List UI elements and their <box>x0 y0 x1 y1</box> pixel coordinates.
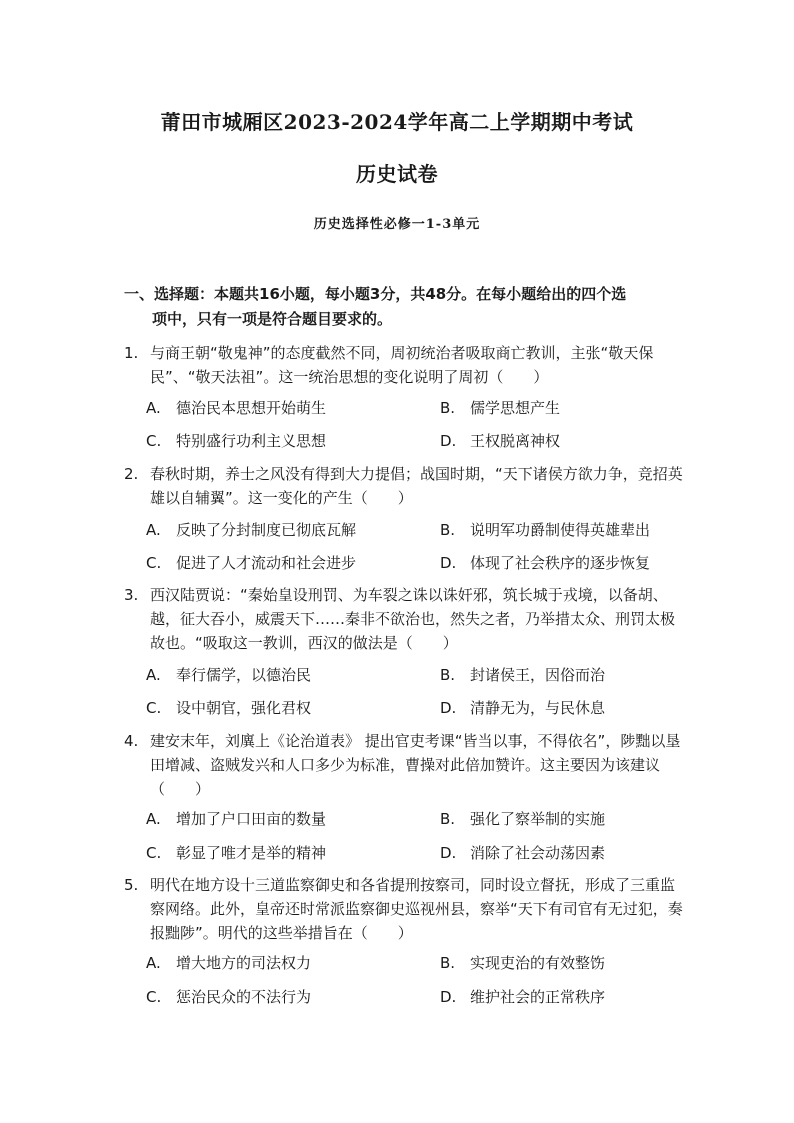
option-b <box>440 519 650 540</box>
exam-title: 莆田市城厢区2023-2024学年高二上学期期中考试 <box>160 110 634 134</box>
question-1 <box>124 341 684 389</box>
option-d <box>440 552 650 573</box>
option-label: C. <box>146 554 162 572</box>
option-label: A. <box>146 521 161 539</box>
question-5 <box>124 873 684 945</box>
option-label: C. <box>146 988 162 1006</box>
option-text: 消除了社会动荡因素 <box>470 844 606 862</box>
option-a <box>146 808 326 829</box>
option-c <box>146 697 311 718</box>
option-c <box>146 986 311 1007</box>
option-label: C. <box>146 844 162 862</box>
option-a <box>146 664 311 685</box>
question-number: 1. <box>124 344 139 362</box>
option-d <box>440 842 605 863</box>
question-stem: 明代在地方设十三道监察御史和各省提刑按察司，同时设立督抚，形成了三重监察网络。此外，皇帝还时常派监察御史巡视州县，察举“天下有司官有无过犯，奏报黜陟”。明代的这些举措旨在（ ） <box>150 876 683 942</box>
option-c <box>146 552 356 573</box>
option-b <box>440 664 605 685</box>
question-number: 4. <box>124 732 139 750</box>
option-d <box>440 697 605 718</box>
option-label: D. <box>440 554 457 572</box>
option-label: A. <box>146 954 161 972</box>
option-text: 强化了察举制的实施 <box>470 810 606 828</box>
option-label: D. <box>440 988 457 1006</box>
question-number: 5. <box>124 876 139 894</box>
option-label: C. <box>146 432 162 450</box>
option-text: 设中朝官，强化君权 <box>176 699 312 717</box>
option-label: B. <box>440 954 456 972</box>
option-b <box>440 952 605 973</box>
option-text: 儒学思想产生 <box>470 399 561 417</box>
option-label: B. <box>440 666 456 684</box>
option-text: 增大地方的司法权力 <box>176 954 312 972</box>
option-c <box>146 430 326 451</box>
exam-subtitle: 历史试卷 <box>356 162 438 186</box>
section-line-1: 一、选择题：本题共16小题，每小题3分，共48分。在每小题给出的四个选 <box>124 285 627 303</box>
option-b <box>440 397 560 418</box>
option-label: D. <box>440 844 457 862</box>
option-text: 惩治民众的不法行为 <box>176 988 312 1006</box>
option-text: 维护社会的正常秩序 <box>470 988 606 1006</box>
option-c <box>146 842 326 863</box>
option-text: 增加了户口田亩的数量 <box>176 810 327 828</box>
exam-scope: 历史选择性必修一1-3单元 <box>313 217 481 232</box>
option-label: A. <box>146 810 161 828</box>
option-text: 体现了社会秩序的逐步恢复 <box>470 554 651 572</box>
question-4 <box>124 729 684 801</box>
option-d <box>440 430 560 451</box>
question-number: 2. <box>124 465 139 483</box>
option-label: B. <box>440 521 456 539</box>
option-text: 说明军功爵制使得英雄辈出 <box>470 521 651 539</box>
option-text: 德治民本思想开始萌生 <box>176 399 327 417</box>
question-stem: 与商王朝“敬鬼神”的态度截然不同，周初统治者吸取商亡教训，主张“敬天保民”、“敬天法祖”。这一统治思想的变化说明了周初（ ） <box>150 344 654 386</box>
option-b <box>440 808 605 829</box>
option-text: 王权脱离神权 <box>470 432 561 450</box>
option-text: 反映了分封制度已彻底瓦解 <box>176 521 357 539</box>
option-a <box>146 519 356 540</box>
option-label: A. <box>146 666 161 684</box>
question-stem: 建安末年，刘廙上《论治道表》 提出官吏考课“皆当以事，不得依名”，陟黜以垦田增减、盗贼发兴和人口多少为标准，曹操对此倍加赞许。这主要因为该建议（ ） <box>150 732 681 798</box>
section-line-2: 项中，只有一项是符合题目要求的。 <box>152 310 393 328</box>
question-3 <box>124 583 684 655</box>
option-label: D. <box>440 699 457 717</box>
option-label: C. <box>146 699 162 717</box>
option-label: A. <box>146 399 161 417</box>
option-text: 封诸侯王，因俗而治 <box>470 666 606 684</box>
question-stem: 春秋时期，养士之风没有得到大力提倡；战国时期，“天下诸侯方欲力争，竞招英雄以自辅翼”。这一变化的产生（ ） <box>150 465 683 507</box>
option-text: 清静无为，与民休息 <box>470 699 606 717</box>
option-text: 奉行儒学，以德治民 <box>176 666 312 684</box>
section-heading <box>124 282 694 332</box>
option-label: B. <box>440 399 456 417</box>
option-a <box>146 952 311 973</box>
option-text: 彰显了唯才是举的精神 <box>176 844 327 862</box>
option-label: D. <box>440 432 457 450</box>
question-number: 3. <box>124 586 139 604</box>
question-2 <box>124 462 684 510</box>
option-a <box>146 397 326 418</box>
option-text: 特别盛行功利主义思想 <box>176 432 327 450</box>
option-text: 实现吏治的有效整饬 <box>470 954 606 972</box>
option-label: B. <box>440 810 456 828</box>
option-d <box>440 986 605 1007</box>
option-text: 促进了人才流动和社会进步 <box>176 554 357 572</box>
question-stem: 西汉陆贾说：“秦始皇设刑罚、为车裂之诛以诛奸邪，筑长城于戎境，以备胡、越，征大吞小，威震天下……秦非不欲治也，然失之者，乃举措太众、刑罚太极故也。“吸取这一教训，西汉的做法是（ ） <box>150 586 676 652</box>
